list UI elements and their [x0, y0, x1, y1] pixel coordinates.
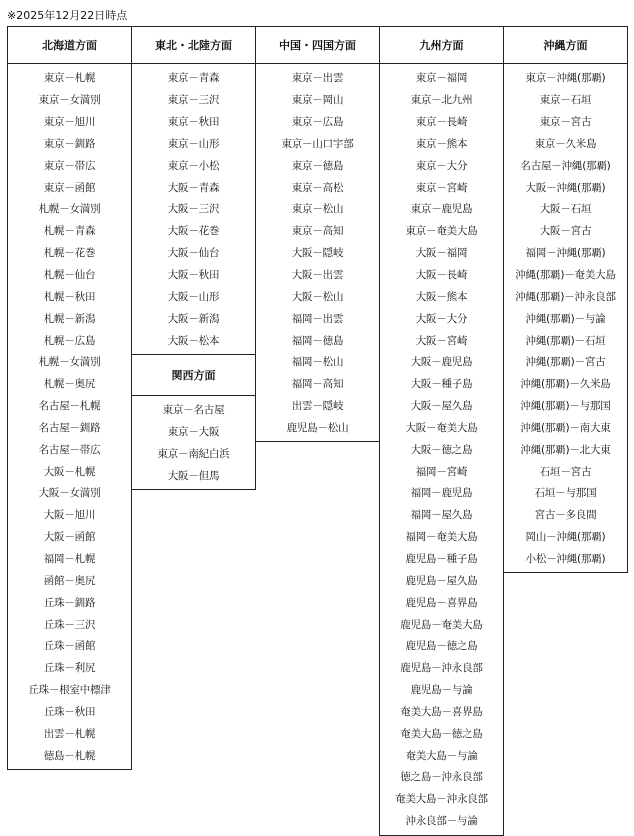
route-item: 東京－久米島 [534, 137, 597, 150]
route-item: 出雲－札幌 [43, 727, 96, 740]
route-item: 大阪－出雲 [291, 269, 344, 282]
route-item: 出雲－隠岐 [291, 400, 344, 413]
route-item: 鹿児島－徳之島 [405, 640, 478, 653]
route-item: 小松－沖縄(那覇) [525, 552, 606, 565]
route-item: 東京－広島 [291, 116, 344, 129]
region-header: 中国・四国方面 [256, 26, 379, 64]
as-of-note: ※2025年12月22日時点 [7, 9, 128, 22]
route-item: 奄美大島－喜界島 [400, 705, 483, 718]
spacer [504, 569, 627, 573]
route-item: 大阪－福岡 [415, 247, 468, 260]
route-item: 東京－札幌 [43, 72, 96, 85]
route-item: 大阪－函館 [43, 531, 96, 544]
region-header: 沖縄方面 [504, 26, 627, 64]
route-item: 大阪－奄美大島 [405, 421, 478, 434]
route-item: 東京－小松 [167, 159, 220, 172]
route-item: 東京－山形 [167, 137, 220, 150]
route-item: 東京－岡山 [291, 94, 344, 107]
route-item: 東京－青森 [167, 72, 220, 85]
route-item: 沖縄(那覇)－宮古 [525, 356, 606, 369]
route-item: 大阪－沖縄(那覇) [525, 181, 606, 194]
route-item: 徳島－札幌 [43, 749, 96, 762]
route-item: 奄美大島－徳之島 [400, 727, 483, 740]
route-item: 東京－三沢 [167, 94, 220, 107]
route-item: 福岡－沖縄(那覇) [525, 247, 606, 260]
route-item: 大阪－女満別 [38, 487, 101, 500]
spacer [256, 438, 379, 442]
route-item: 丘珠－三沢 [43, 618, 96, 631]
route-item: 東京－旭川 [43, 116, 96, 129]
route-item: 札幌－奥尻 [43, 378, 96, 391]
route-item: 東京－大分 [415, 159, 468, 172]
route-item: 東京－鹿児島 [410, 203, 473, 216]
route-item: 函館－奥尻 [43, 574, 96, 587]
route-item: 大阪－松山 [291, 290, 344, 303]
route-item: 名古屋－帯広 [38, 443, 101, 456]
route-item: 大阪－石垣 [539, 203, 592, 216]
route-item: 札幌－青森 [43, 225, 96, 238]
route-item: 丘珠－利尻 [43, 662, 96, 675]
route-item: 大阪－隠岐 [291, 247, 344, 260]
route-item: 東京－沖縄(那覇) [525, 72, 606, 85]
route-item: 東京－出雲 [291, 72, 344, 85]
route-item: 大阪－宮崎 [415, 334, 468, 347]
route-item: 大阪－花巻 [167, 225, 220, 238]
route-item: 沖縄(那覇)－沖永良部 [515, 290, 616, 303]
route-item: 沖縄(那覇)－与那国 [520, 400, 611, 413]
route-item: 東京－奄美大島 [405, 225, 478, 238]
route-item: 札幌－新潟 [43, 312, 96, 325]
route-item: 大阪－札幌 [43, 465, 96, 478]
route-item: 沖縄(那覇)－北大東 [520, 443, 611, 456]
route-item: 名古屋－釧路 [38, 421, 101, 434]
route-item: 福岡－松山 [291, 356, 344, 369]
route-item: 鹿児島－沖永良部 [400, 662, 483, 675]
route-item: 石垣－与那国 [534, 487, 597, 500]
route-item: 東京－函館 [43, 181, 96, 194]
route-item: 東京－大阪 [167, 426, 220, 439]
route-item: 鹿児島－種子島 [405, 552, 478, 565]
route-item: 大阪－熊本 [415, 290, 468, 303]
route-item: 鹿児島－屋久島 [405, 574, 478, 587]
route-item: 札幌－花巻 [43, 247, 96, 260]
route-item: 大阪－青森 [167, 181, 220, 194]
region-column [7, 26, 132, 770]
route-item: 丘珠－釧路 [43, 596, 96, 609]
route-item: 福岡－出雲 [291, 312, 344, 325]
route-item: 札幌－秋田 [43, 290, 96, 303]
route-item: 名古屋－沖縄(那覇) [520, 159, 611, 172]
route-item: 大阪－徳之島 [410, 443, 473, 456]
region-column [503, 26, 628, 573]
route-item: 名古屋－札幌 [38, 400, 101, 413]
region-header: 東北・北陸方面 [132, 26, 255, 64]
region-header: 関西方面 [132, 354, 255, 396]
route-item: 東京－帯広 [43, 159, 96, 172]
route-item: 沖縄(那覇)－奄美大島 [515, 269, 616, 282]
route-item: 東京－北九州 [410, 94, 473, 107]
route-item: 大阪－新潟 [167, 312, 220, 325]
route-item: 大阪－種子島 [410, 378, 473, 391]
route-item: 大阪－宮古 [539, 225, 592, 238]
route-item: 宮古－多良間 [534, 509, 597, 522]
region-column [131, 26, 256, 490]
route-item: 札幌－女満別 [38, 356, 101, 369]
route-item: 福岡－高知 [291, 378, 344, 391]
route-item: 札幌－仙台 [43, 269, 96, 282]
route-item: 徳之島－沖永良部 [400, 771, 483, 784]
route-item: 大阪－屋久島 [410, 400, 473, 413]
route-item: 東京－宮崎 [415, 181, 468, 194]
route-item: 鹿児島－与論 [410, 684, 473, 697]
route-item: 奄美大島－沖永良部 [395, 793, 488, 806]
route-item: 大阪－松本 [167, 334, 220, 347]
route-item: 福岡－徳島 [291, 334, 344, 347]
route-item: 福岡－屋久島 [410, 509, 473, 522]
region-header: 九州方面 [380, 26, 503, 64]
route-item: 奄美大島－与論 [405, 749, 478, 762]
route-item: 東京－福岡 [415, 72, 468, 85]
route-item: 東京－名古屋 [162, 404, 225, 417]
route-item: 大阪－三沢 [167, 203, 220, 216]
route-item: 福岡－宮崎 [415, 465, 468, 478]
route-item: 福岡－札幌 [43, 552, 96, 565]
route-item: 東京－女満別 [38, 94, 101, 107]
route-item: 東京－山口宇部 [281, 137, 354, 150]
route-item: 東京－南紀白浜 [157, 448, 230, 461]
route-item: 大阪－但馬 [167, 469, 220, 482]
route-item: 鹿児島－松山 [286, 421, 349, 434]
route-item: 東京－釧路 [43, 137, 96, 150]
spacer [132, 486, 255, 490]
route-item: 鹿児島－奄美大島 [400, 618, 483, 631]
route-item: 石垣－宮古 [539, 465, 592, 478]
route-item: 東京－高松 [291, 181, 344, 194]
route-item: 大阪－山形 [167, 290, 220, 303]
route-item: 大阪－秋田 [167, 269, 220, 282]
route-item: 大阪－仙台 [167, 247, 220, 260]
route-item: 東京－宮古 [539, 116, 592, 129]
spacer [8, 766, 131, 770]
route-item: 東京－高知 [291, 225, 344, 238]
region-column [379, 26, 504, 836]
route-item: 沖永良部－与論 [405, 815, 478, 828]
route-item: 大阪－大分 [415, 312, 468, 325]
route-item: 沖縄(那覇)－久米島 [520, 378, 611, 391]
region-header: 北海道方面 [8, 26, 131, 64]
route-item: 東京－石垣 [539, 94, 592, 107]
route-item: 沖縄(那覇)－与論 [525, 312, 606, 325]
route-item: 沖縄(那覇)－石垣 [525, 334, 606, 347]
route-item: 沖縄(那覇)－南大東 [520, 421, 611, 434]
route-item: 丘珠－根室中標津 [28, 684, 111, 697]
route-item: 札幌－広島 [43, 334, 96, 347]
route-item: 丘珠－秋田 [43, 705, 96, 718]
route-item: 福岡－奄美大島 [405, 531, 478, 544]
route-item: 札幌－女満別 [38, 203, 101, 216]
route-item: 大阪－旭川 [43, 509, 96, 522]
route-item: 鹿児島－喜界島 [405, 596, 478, 609]
route-item: 岡山－沖縄(那覇) [525, 531, 606, 544]
route-item: 東京－熊本 [415, 137, 468, 150]
route-item: 東京－徳島 [291, 159, 344, 172]
route-item: 福岡－鹿児島 [410, 487, 473, 500]
route-item: 丘珠－函館 [43, 640, 96, 653]
route-item: 東京－長崎 [415, 116, 468, 129]
route-item: 東京－秋田 [167, 116, 220, 129]
route-item: 大阪－長崎 [415, 269, 468, 282]
route-item: 東京－松山 [291, 203, 344, 216]
route-item: 大阪－鹿児島 [410, 356, 473, 369]
region-column [255, 26, 380, 442]
